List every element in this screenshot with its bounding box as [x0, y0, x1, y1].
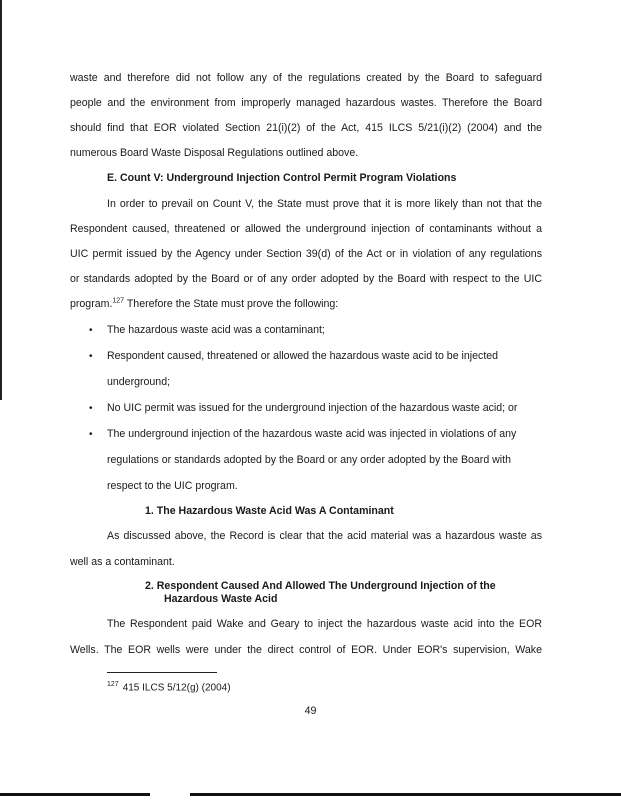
footnote-text: 415 ILCS 5/12(g) (2004)	[122, 682, 231, 694]
subheading-contaminant: 1. The Hazardous Waste Acid Was A Contaminant	[145, 505, 394, 517]
paragraph-line: The Respondent paid Wake and Geary to inject the hazardous waste acid into the EOR	[107, 618, 542, 630]
bullet-item: No UIC permit was issued for the underground injection of the hazardous waste acid; or	[107, 402, 518, 414]
paragraph-line: should find that EOR violated Section 21(i)(2) of the Act, 415 ILCS 5/21(i)(2) (2004) and the	[70, 122, 542, 134]
bullet-symbol: •	[89, 403, 93, 414]
paragraph-line: people and the environment from improperly managed hazardous wastes. Therefore the Board	[70, 97, 542, 109]
bullet-item: Respondent caused, threatened or allowed the hazardous waste acid to be injected	[107, 350, 499, 362]
paragraph-line: or standards adopted by the Board or of any order adopted by the Board with respect to the UIC	[70, 273, 542, 285]
bullet-item: The hazardous waste acid was a contaminant;	[107, 324, 325, 336]
footnote-reference: 127	[112, 297, 125, 305]
paragraph-text: Therefore the State must prove the following:	[124, 298, 339, 310]
bullet-item-continuation: respect to the UIC program.	[107, 480, 238, 492]
paragraph-line: Wells. The EOR wells were under the direct control of EOR. Under EOR's supervision, Wake	[70, 644, 542, 656]
section-heading-count-v: E. Count V: Underground Injection Control Permit Program Violations	[107, 172, 457, 184]
paragraph-line: Respondent caused, threatened or allowed the underground injection of contaminants without a	[70, 223, 542, 235]
bullet-symbol: •	[89, 325, 93, 336]
paragraph-line: As discussed above, the Record is clear that the acid material was a hazardous waste as	[107, 530, 542, 542]
paragraph-line	[70, 298, 338, 311]
page-number: 49	[304, 705, 317, 717]
scan-edge-gap	[150, 793, 190, 796]
bullet-symbol: •	[89, 351, 93, 362]
scan-edge-bottom	[0, 793, 621, 796]
paragraph-line: numerous Board Waste Disposal Regulations outlined above.	[70, 147, 359, 159]
subheading-injection: 2. Respondent Caused And Allowed The Underground Injection of the	[145, 580, 496, 592]
bullet-item: The underground injection of the hazardous waste acid was injected in violations of any	[107, 428, 517, 440]
paragraph-text: program.	[70, 298, 113, 310]
paragraph-line: In order to prevail on Count V, the State must prove that it is more likely than not that the	[107, 198, 542, 210]
bullet-item-continuation: regulations or standards adopted by the Board or any order adopted by the Board with	[107, 454, 512, 466]
paragraph-line: UIC permit issued by the Agency under Section 39(d) of the Act or in violation of any regulations	[70, 248, 542, 260]
scan-edge-left	[0, 0, 2, 400]
subheading-injection-continuation: Hazardous Waste Acid	[164, 593, 278, 605]
paragraph-line: well as a contaminant.	[70, 556, 175, 568]
paragraph-line: waste and therefore did not follow any of the regulations created by the Board to safeguard	[70, 72, 542, 84]
footnote	[107, 681, 231, 693]
footnote-number: 127	[107, 681, 119, 688]
footnote-separator	[107, 672, 217, 673]
bullet-symbol: •	[89, 429, 93, 440]
bullet-item-continuation: underground;	[107, 376, 171, 388]
